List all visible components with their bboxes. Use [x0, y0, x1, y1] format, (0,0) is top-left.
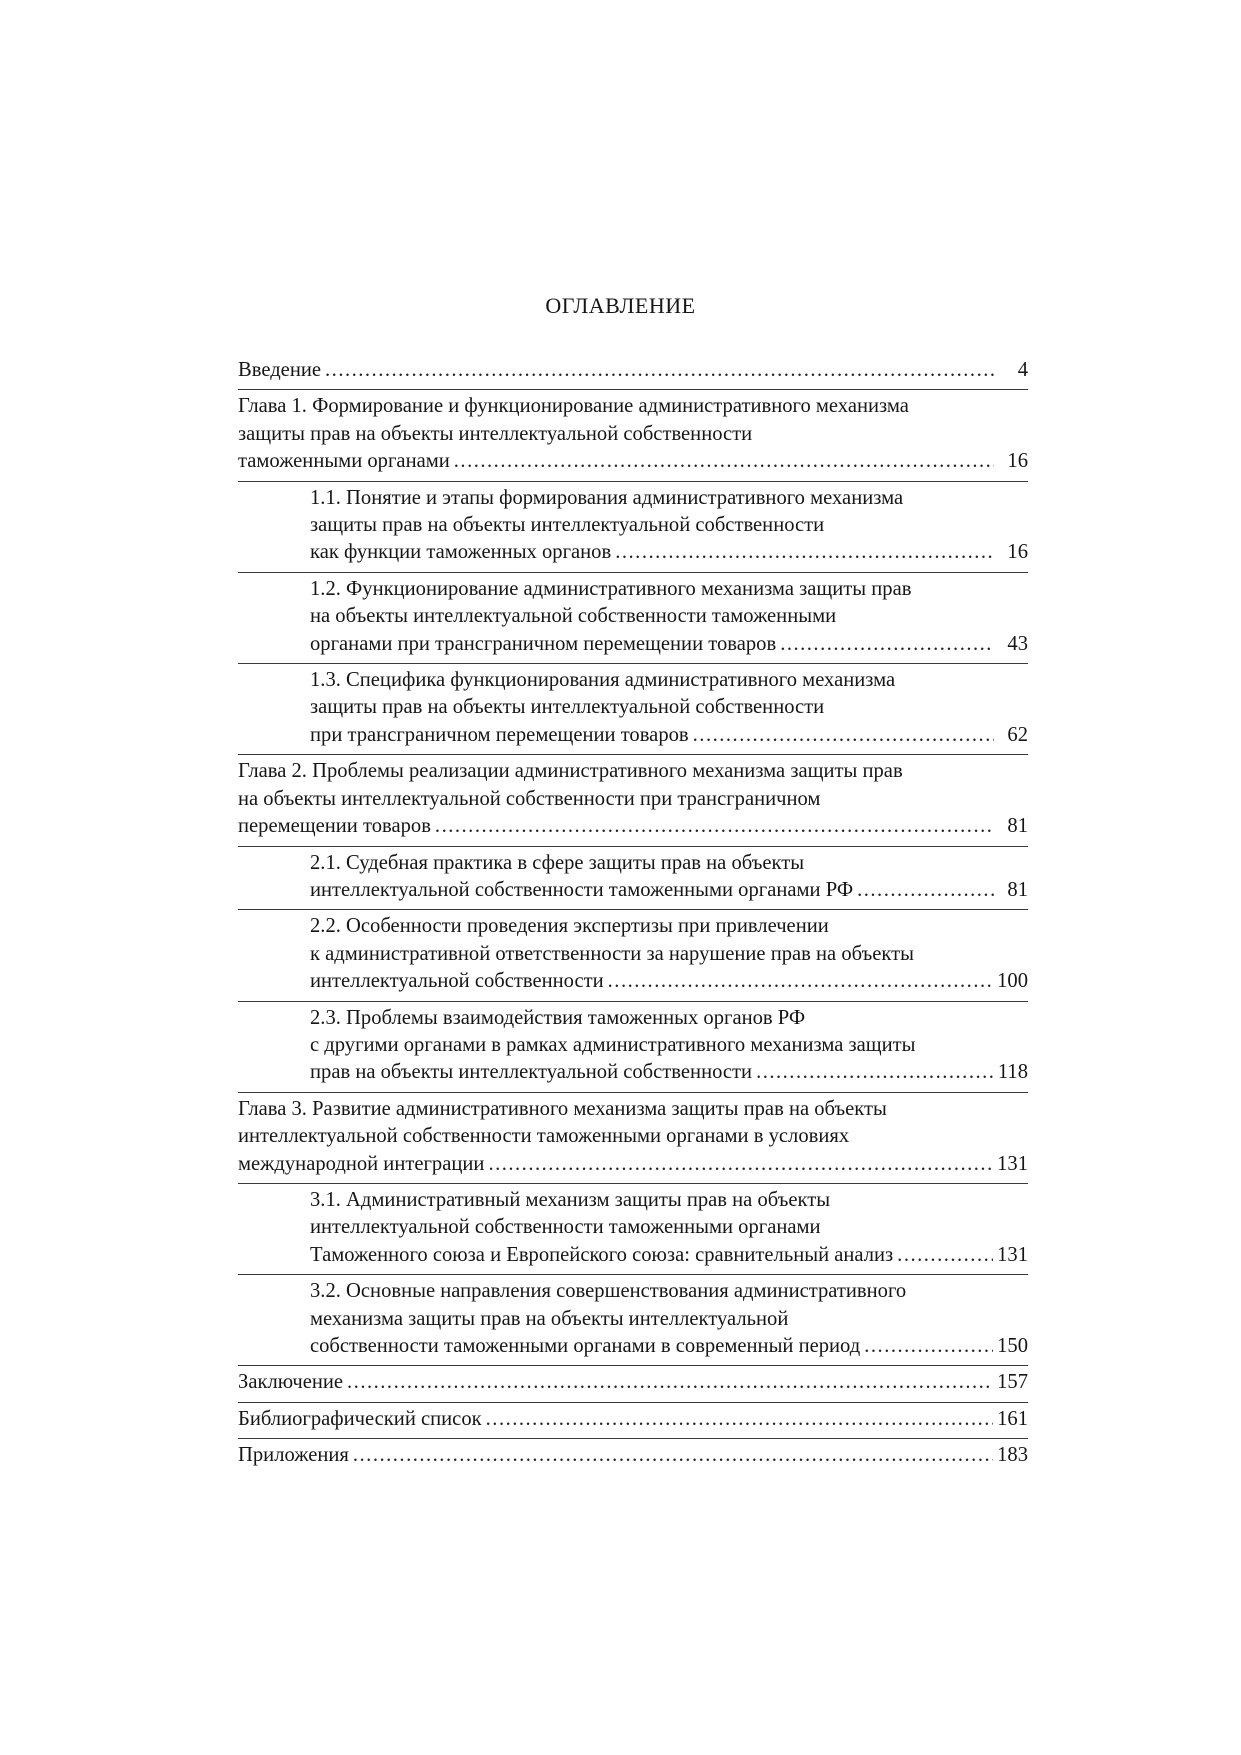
toc-entry-last-line [310, 968, 1028, 995]
toc-entry-line: 2.2. Особенности проведения экспертизы при привлечении [310, 915, 829, 938]
dot-leader [347, 1369, 993, 1396]
toc-entry-line: защиты прав на объекты интеллектуальной собственности [310, 696, 825, 719]
toc-page-number: 81 [1007, 878, 1028, 901]
dot-leader [780, 631, 994, 658]
toc-page-number: 131 [997, 1152, 1028, 1175]
toc-entry-last-line [238, 448, 1028, 475]
dot-leader [435, 813, 994, 840]
toc-page-number: 100 [997, 970, 1028, 993]
dot-leader [857, 877, 994, 904]
toc-section-entry[interactable] [238, 576, 1028, 664]
toc-page-number: 161 [997, 1407, 1028, 1430]
dot-leader [486, 1406, 993, 1433]
toc-entry-last-line [238, 1369, 1028, 1396]
toc-chapter-entry[interactable] [238, 1096, 1028, 1184]
dot-leader [454, 448, 994, 475]
toc-entry-line: 3.1. Административный механизм защиты прав на объекты [310, 1188, 831, 1211]
dot-leader [693, 722, 994, 749]
toc-entry-title: Таможенного союза и Европейского союза: сравнительный анализ [310, 1243, 894, 1266]
toc-entry-line: 3.2. Основные направления совершенствования административного [310, 1280, 907, 1303]
toc-chapter-entry[interactable] [238, 1369, 1028, 1402]
toc-entry-line: механизма защиты прав на объекты интеллектуальной [310, 1307, 789, 1330]
toc-chapter-entry[interactable] [238, 357, 1028, 390]
toc-section-entry[interactable] [238, 667, 1028, 755]
toc-entry-last-line [238, 1406, 1028, 1433]
toc-entry-line: Глава 3. Развитие административного механизма защиты прав на объекты [238, 1097, 887, 1120]
toc-entry-last-line [238, 1442, 1028, 1469]
toc-page-number: 43 [1007, 632, 1028, 655]
toc-entry-line: с другими органами в рамках административного механизма защиты [310, 1033, 916, 1056]
toc-entry-title: как функции таможенных органов [310, 541, 612, 564]
toc-entry-last-line [310, 631, 1028, 658]
toc-entry-title: Библиографический список [238, 1407, 482, 1430]
toc-entry-title: при трансграничном перемещении товаров [310, 723, 689, 746]
toc-page-number: 16 [1007, 450, 1028, 473]
page-title: ОГЛАВЛЕНИЕ [545, 293, 696, 318]
toc-page-number: 4 [1017, 359, 1028, 381]
toc-entry-last-line [310, 877, 1028, 904]
toc-entry-title: международной интеграции [238, 1152, 485, 1175]
dot-leader [488, 1151, 993, 1178]
toc-entry-line: 1.3. Специфика функционирования административного механизма [310, 669, 896, 692]
toc-entry-title: перемещении товаров [238, 815, 431, 838]
toc-entry-last-line [310, 539, 1028, 566]
toc-entry-line: интеллектуальной собственности таможенными органами [310, 1216, 821, 1239]
toc-page-number: 81 [1007, 815, 1028, 838]
dot-leader [325, 357, 994, 384]
toc-entry-line: защиты прав на объекты интеллектуальной собственности [310, 514, 825, 537]
toc-entry-line: 2.3. Проблемы взаимодействия таможенных органов РФ [310, 1006, 806, 1029]
toc-entry-line: на объекты интеллектуальной собственности таможенными [310, 605, 837, 628]
toc-entry-title: собственности таможенными органами в современный период [310, 1335, 861, 1357]
toc-page-number: 157 [997, 1371, 1028, 1394]
toc-entry-title: таможенными органами [238, 450, 450, 473]
toc-entry-line: Глава 2. Проблемы реализации административного механизма защиты прав [238, 760, 903, 783]
toc-entry-title: прав на объекты интеллектуальной собственности [310, 1061, 753, 1084]
toc-entry-title: Приложения [238, 1444, 349, 1467]
toc-page-number: 118 [997, 1061, 1028, 1084]
toc-chapter-entry[interactable] [238, 1442, 1028, 1474]
toc-entry-last-line [310, 722, 1028, 749]
toc-entry-title: интеллектуальной собственности [310, 970, 604, 993]
dot-leader [864, 1333, 993, 1360]
toc-entry-line: защиты прав на объекты интеллектуальной собственности [238, 422, 753, 445]
toc-entry-last-line [310, 1333, 1028, 1360]
table-of-contents [238, 357, 1028, 1478]
toc-entry-line: интеллектуальной собственности таможенными органами в условиях [238, 1125, 850, 1148]
toc-entry-last-line [238, 1151, 1028, 1178]
toc-page-number: 62 [1007, 723, 1028, 746]
toc-entry-last-line [310, 1059, 1028, 1086]
toc-section-entry[interactable] [238, 1187, 1028, 1275]
toc-entry-line: Глава 1. Формирование и функционирование административного механизма [238, 395, 909, 418]
toc-page-number: 16 [1007, 541, 1028, 564]
toc-section-entry[interactable] [238, 1005, 1028, 1093]
dot-leader [756, 1059, 994, 1086]
toc-section-entry[interactable] [238, 485, 1028, 573]
toc-entry-line: на объекты интеллектуальной собственности при трансграничном [238, 787, 821, 810]
toc-chapter-entry[interactable] [238, 1406, 1028, 1439]
toc-entry-last-line [310, 1242, 1028, 1269]
toc-section-entry[interactable] [238, 1278, 1028, 1366]
toc-chapter-entry[interactable] [238, 393, 1028, 481]
toc-entry-title: Введение [238, 359, 322, 381]
toc-entry-line: к административной ответственности за нарушение прав на объекты [310, 942, 914, 965]
toc-section-entry[interactable] [238, 913, 1028, 1001]
dot-leader [897, 1242, 993, 1269]
toc-entry-title: интеллектуальной собственности таможенными органами РФ [310, 878, 854, 901]
toc-section-entry[interactable] [238, 850, 1028, 911]
toc-entry-title: органами при трансграничном перемещении товаров [310, 632, 777, 655]
toc-chapter-entry[interactable] [238, 758, 1028, 846]
dot-leader [615, 539, 994, 566]
toc-entry-line: 1.2. Функционирование административного механизма защиты прав [310, 577, 912, 600]
toc-page-number: 150 [997, 1335, 1028, 1357]
toc-entry-last-line [238, 813, 1028, 840]
toc-page-number: 131 [997, 1243, 1028, 1266]
toc-entry-title: Заключение [238, 1371, 344, 1394]
toc-page-number: 183 [997, 1444, 1028, 1467]
toc-entry-last-line [238, 357, 1028, 384]
toc-entry-line: 2.1. Судебная практика в сфере защиты прав на объекты [310, 851, 805, 874]
dot-leader [353, 1442, 993, 1469]
toc-entry-line: 1.1. Понятие и этапы формирования административного механизма [310, 486, 904, 509]
dot-leader [608, 968, 993, 995]
